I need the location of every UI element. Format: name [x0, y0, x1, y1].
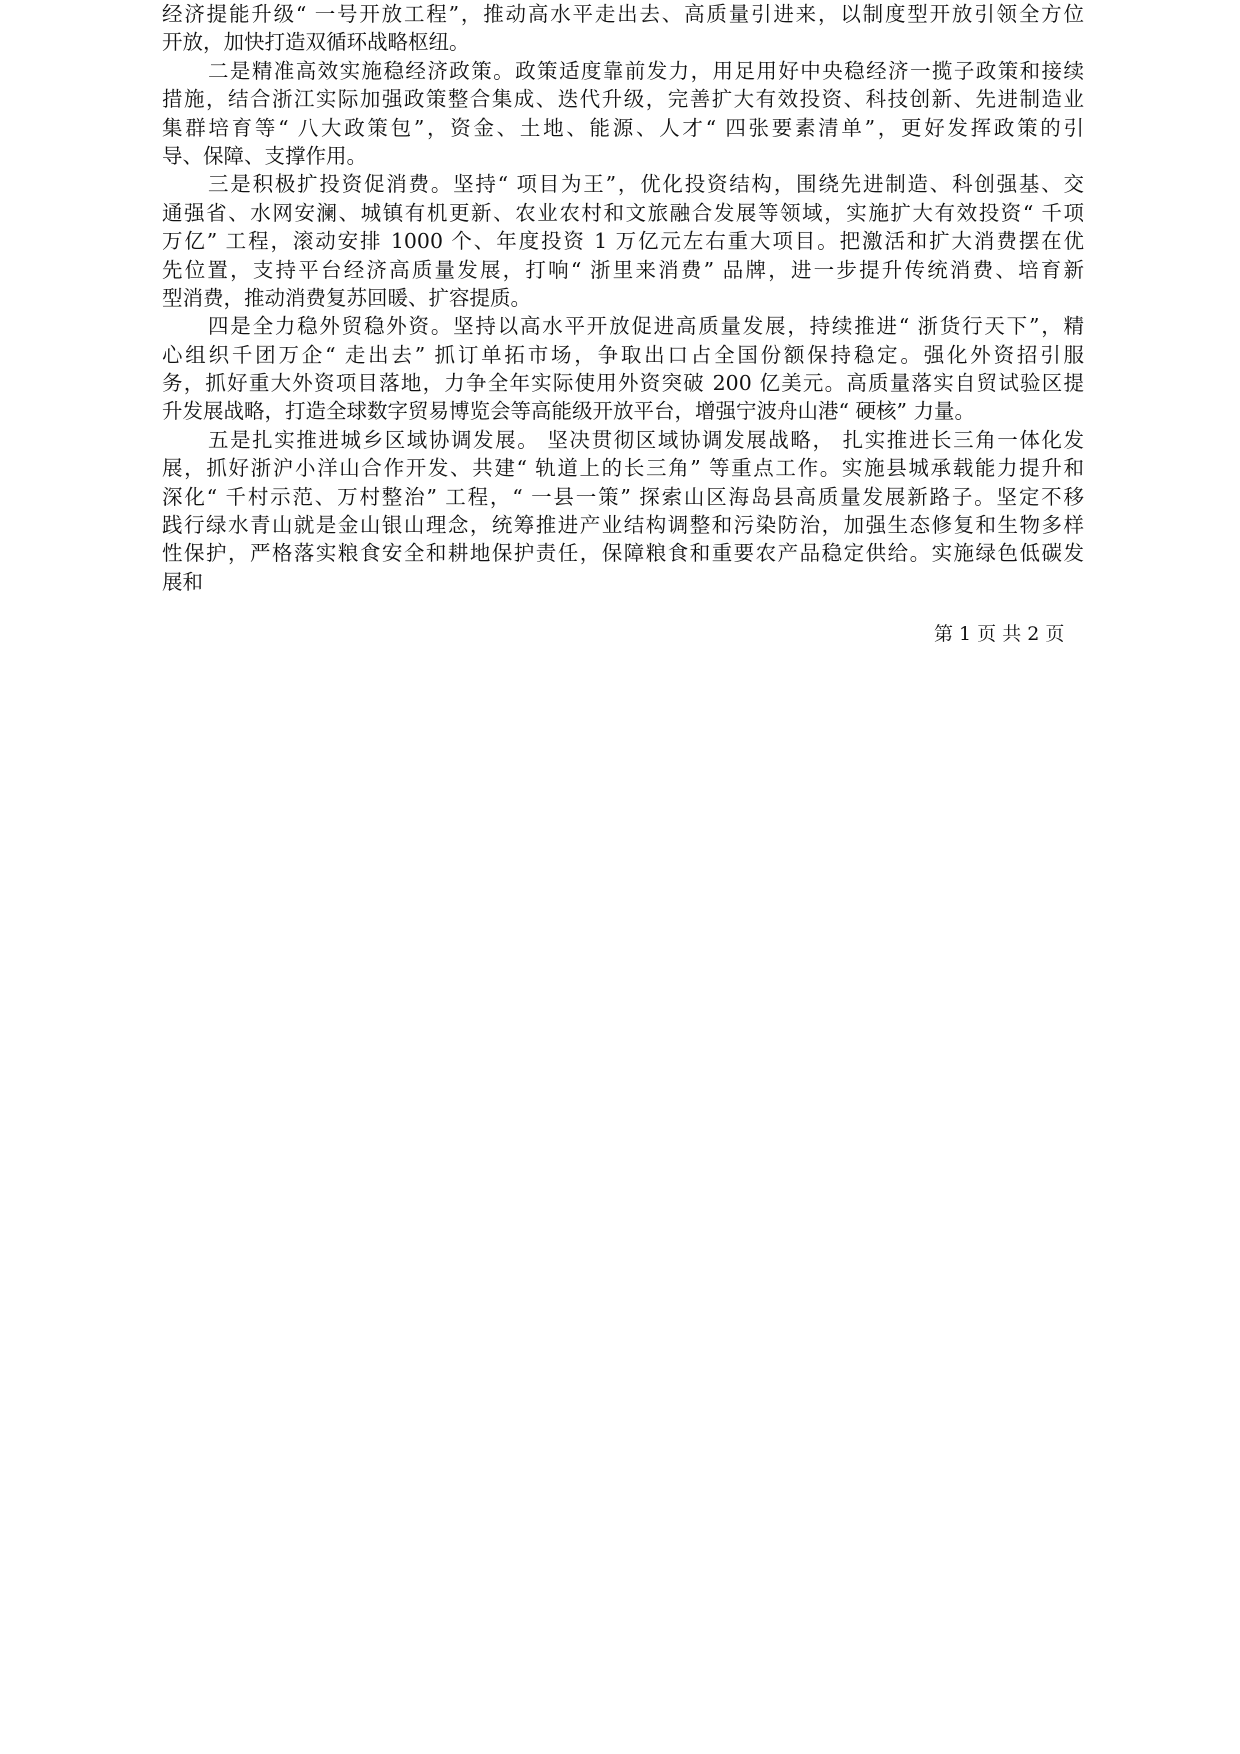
text-line: 深化“ 千村示范、万村整治” 工程，“ 一县一策” 探索山区海岛县高质量发展新路子。坚定不移	[162, 484, 1084, 509]
text-line: 务，抓好重大外资项目落地，力争全年实际使用外资突破 200 亿美元。高质量落实自贸试验区提	[162, 371, 1084, 396]
text-line: 践行绿水青山就是金山银山理念，统筹推进产业结构调整和污染防治，加强生态修复和生物多样	[162, 513, 1084, 538]
text-line: 万亿” 工程，滚动安排 1000 个、年度投资 1 万亿元左右重大项目。把激活和扩大消费摆在优	[162, 229, 1084, 254]
text-line: 开放，加快打造双循环战略枢纽。	[162, 30, 470, 55]
paragraph-start-line: 二是精准高效实施稳经济政策。政策适度靠前发力，用足用好中央稳经济一揽子政策和接续	[208, 58, 1084, 83]
text-line: 升发展战略，打造全球数字贸易博览会等高能级开放平台，增强宁波舟山港“ 硬核” 力量。	[162, 399, 975, 424]
text-line: 展和	[162, 569, 203, 594]
page-number-footer: 第 1 页 共 2 页	[934, 623, 1065, 645]
document-body	[162, 0, 1084, 596]
paragraph-start-line: 三是积极扩投资促消费。坚持“ 项目为王”，优化投资结构，围绕先进制造、科创强基、交	[208, 172, 1084, 197]
text-line: 导、保障、支撑作用。	[162, 143, 367, 168]
text-line: 措施，结合浙江实际加强政策整合集成、迭代升级，完善扩大有效投资、科技创新、先进制造业	[162, 87, 1084, 112]
text-line: 集群培育等“ 八大政策包”，资金、土地、能源、人才“ 四张要素清单”，更好发挥政策的引	[162, 115, 1084, 140]
text-line: 展，抓好浙沪小洋山合作开发、共建“ 轨道上的长三角” 等重点工作。实施县城承载能力提升和	[162, 456, 1084, 481]
text-line: 型消费，推动消费复苏回暖、扩容提质。	[162, 285, 531, 310]
text-line: 先位置，支持平台经济高质量发展，打响“ 浙里来消费” 品牌，进一步提升传统消费、培育新	[162, 257, 1084, 282]
paragraph-start-line: 四是全力稳外贸稳外资。坚持以高水平开放促进高质量发展，持续推进“ 浙货行天下”，精	[208, 314, 1084, 339]
text-line: 性保护，严格落实粮食安全和耕地保护责任，保障粮食和重要农产品稳定供给。实施绿色低碳发	[162, 541, 1084, 566]
text-line: 心组织千团万企“ 走出去” 抓订单拓市场，争取出口占全国份额保持稳定。强化外资招引服	[162, 342, 1084, 367]
paragraph-start-line: 五是扎实推进城乡区域协调发展。 坚决贯彻区域协调发展战略， 扎实推进长三角一体化发	[208, 427, 1084, 452]
text-line: 经济提能升级“ 一号开放工程”，推动高水平走出去、高质量引进来，以制度型开放引领全方位	[162, 2, 1084, 26]
text-line: 通强省、水网安澜、城镇有机更新、农业农村和文旅融合发展等领域，实施扩大有效投资“ 千项	[162, 200, 1084, 225]
